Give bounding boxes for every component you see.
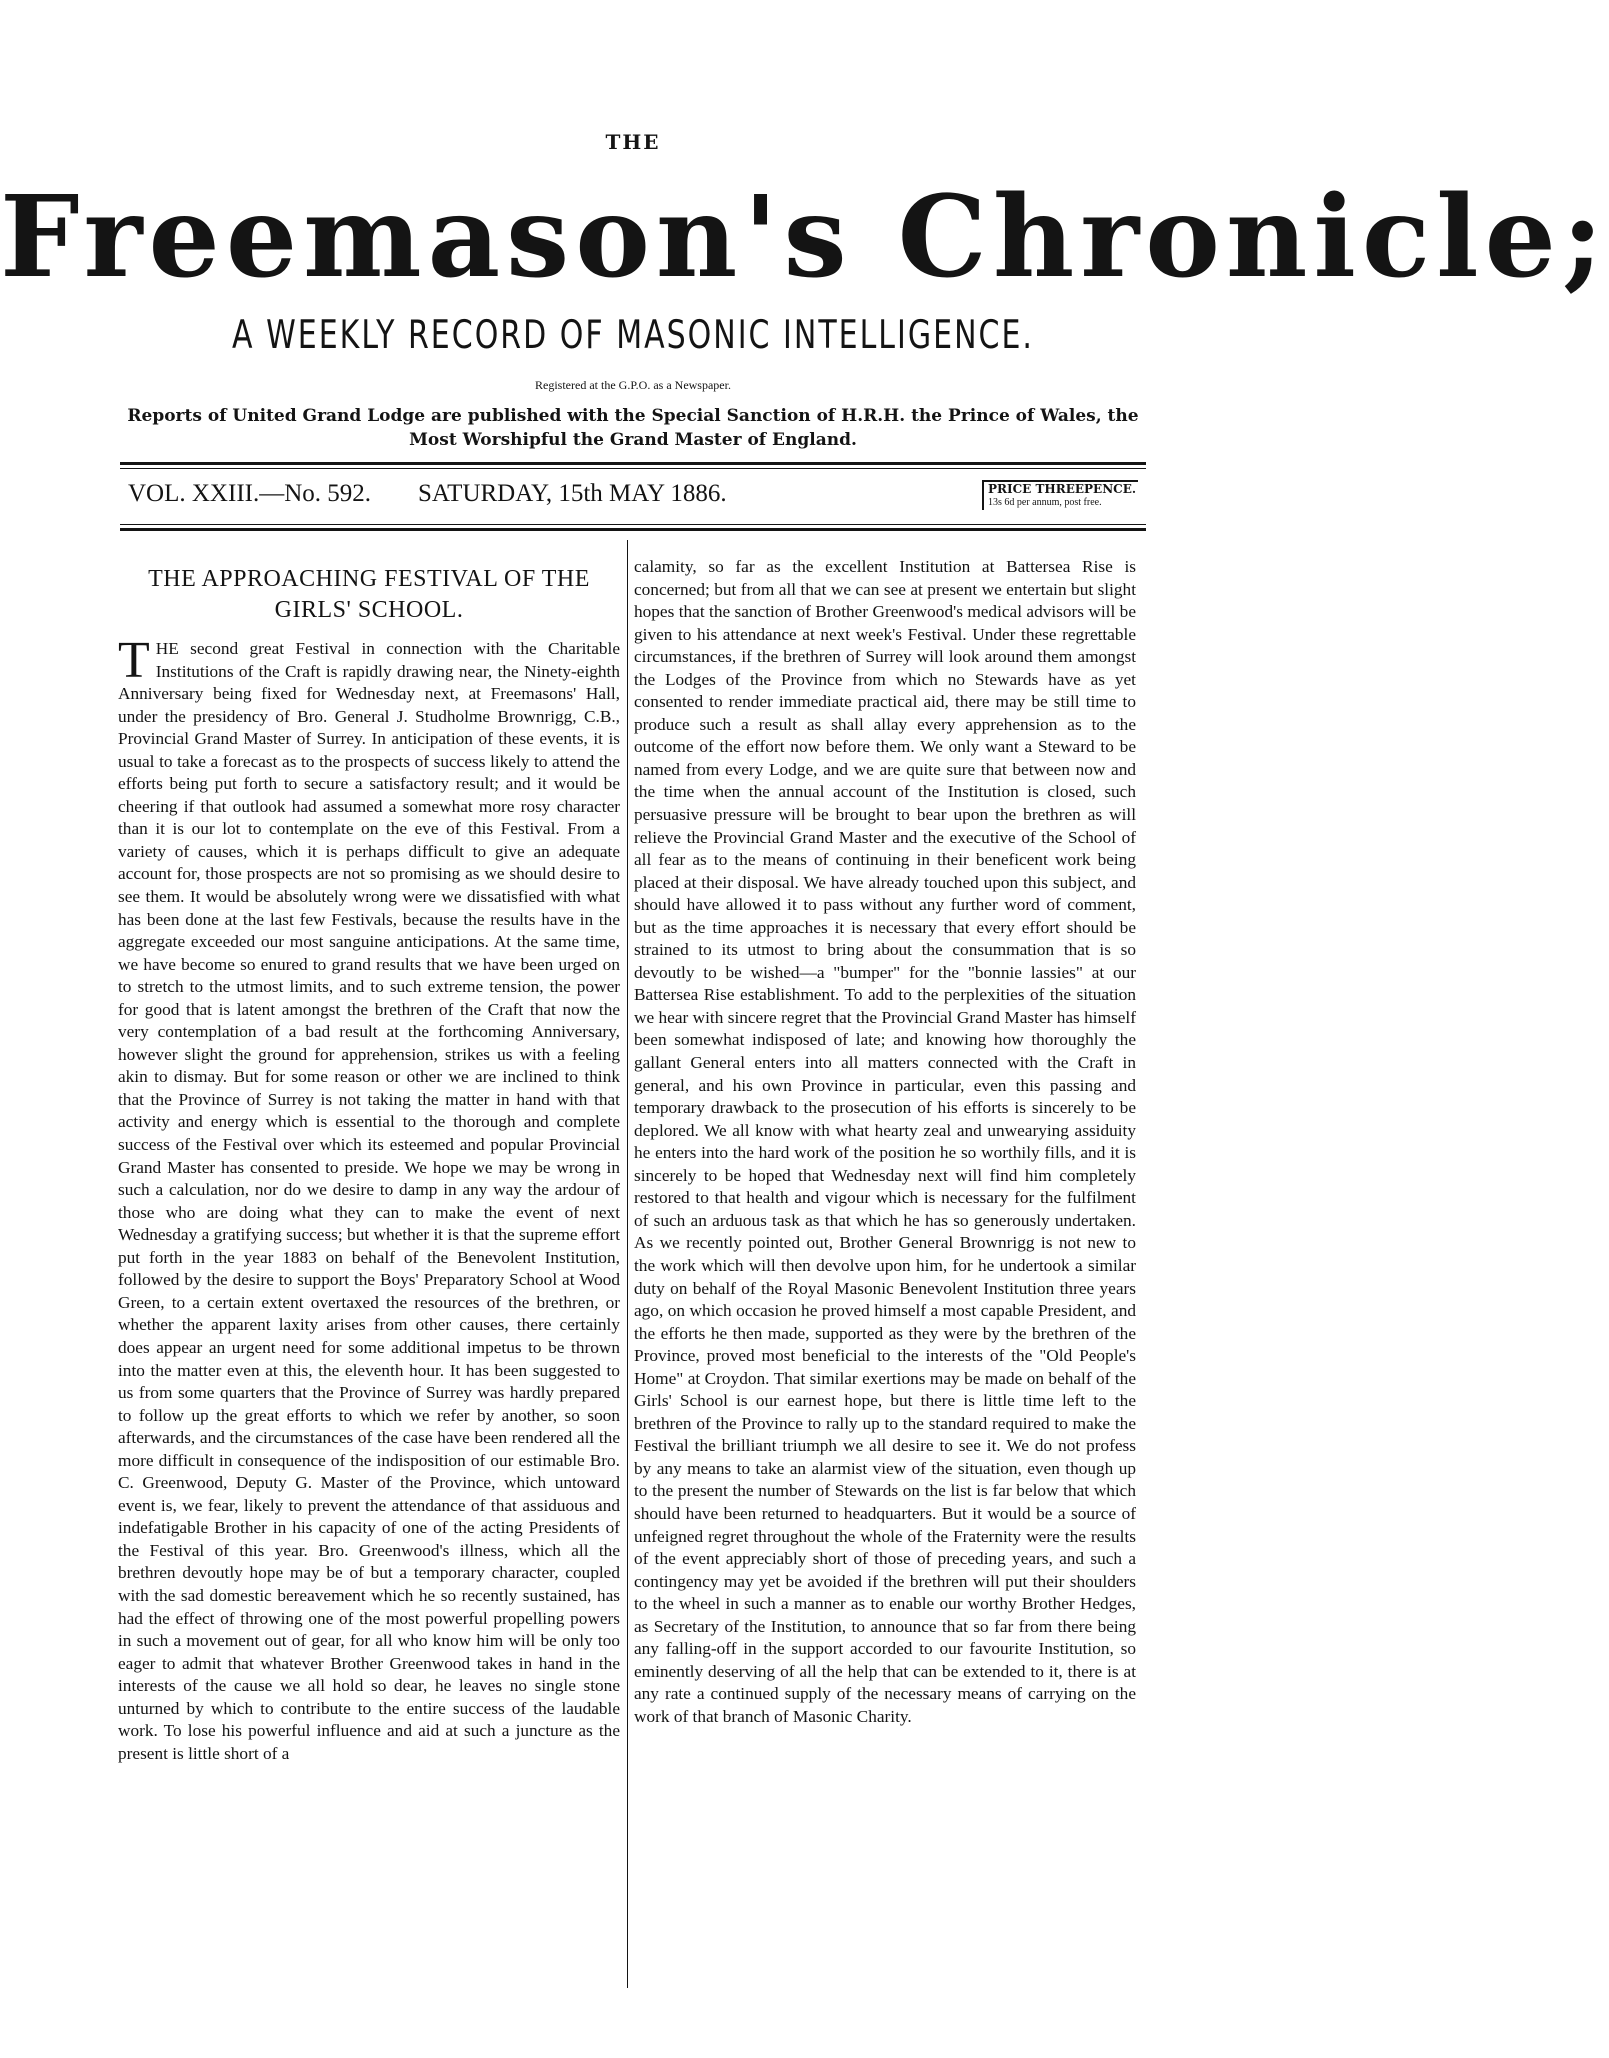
masthead-the: THE xyxy=(605,130,661,154)
masthead-title: Freemason's Chronicle; xyxy=(0,172,1609,303)
masthead-rule-thin xyxy=(120,468,1146,469)
dateline xyxy=(128,480,1138,516)
article-column-left xyxy=(118,556,620,1765)
subscription-rate: 13s 6d per annum, post free. xyxy=(988,497,1102,508)
sanction-notice: Reports of United Grand Lodge are published with the Special Sanction of H.R.H. the Prince of Wales, the Most Worshipful the Grand Master of England. xyxy=(127,406,1139,450)
volume-number: VOL. XXIII.—No. 592. xyxy=(128,480,372,507)
column-divider xyxy=(627,540,628,1988)
article-body-left xyxy=(118,632,620,1765)
price-box xyxy=(982,480,1138,510)
masthead-rule-thick xyxy=(120,462,1146,465)
issue-date: SATURDAY, 15th MAY 1886. xyxy=(418,480,727,507)
drop-cap: T xyxy=(118,632,150,689)
article-text-left: HE second great Festival in connection with the Charitable Institutions of the Craft is rapidly drawing near, the Ninety-eighth Anniversary being fixed for Wednesday next, at Freemasons' Hall, under the presidency of Bro. General J. Studholme Brownrigg, C.B., Provincial Grand Master of Surrey. In anticipation of these events, it is usual to take a forecast as to the prospects of success likely to attend the efforts being put forth to secure a satisfactory result; and it would be cheering if that outlook had assumed a somewhat more rosy character than it is our lot to contemplate on the eve of this Festival. From a variety of causes, which it is perhaps difficult to give an adequate account for, those prospects are not so promising as we should desire to see them. It would be absolutely wrong were we dissatisfied with what has been done at the last few Festivals, because the results have in the aggregate exceeded our most sanguine anticipations. At the same time, we have become so enured to grand results that we have been urged on to stretch to the utmost limits, and to such extreme tension, the power for good that is latent amongst the brethren of the Craft that now the very contemplation of a bad result at the forthcoming Anniversary, however slight the ground for apprehension, strikes us with a feeling akin to dismay. But for some reason or other we are inclined to think that the Province of Surrey is not taking the matter in hand with that activity and energy which is essential to the thorough and complete success of the Festival over which its esteemed and popular Provincial Grand Master has consented to preside. We hope we may be wrong in such a calculation, nor do we desire to damp in any way the ardour of those who are doing what they can to make the event of next Wednesday a gratifying success; but whether it is that the supreme effort put forth in the year 1883 on behalf of the Benevolent Institution, followed by the desire to support the Boys' Preparatory School at Wood Green, to a certain extent overtaxed the resources of the brethren, or whether the apparent laxity arises from other causes, there certainly does appear an urgent need for some additional impetus to be thrown into the matter even at this, the eleventh hour. It has been suggested to us from some quarters that the Province of Surrey was hardly prepared to follow up the great efforts to which we refer by another, so soon afterwards, and the circumstances of the case have been rendered all the more difficult in consequence of the indisposition of our estimable Bro. C. Greenwood, Deputy G. Master of the Province, which untoward event is, we fear, likely to prevent the attendance of that assiduous and indefatigable Brother in his capacity of one of the acting Presidents of the Festival of this year. Bro. Greenwood's illness, which all the brethren devoutly hope may be of but a temporary character, coupled with the sad domestic bereavement which he so recently sustained, has had the effect of throwing one of the most powerful propelling powers in such a movement out of gear, for all who know him will be only too eager to admit that whatever Brother Greenwood takes in hand in the interests of the cause we all hold so dear, he leaves no single stone unturned by which to contribute to the entire success of the laudable work. To lose his powerful influence and aid at such a juncture as the present is little short of a xyxy=(118,639,620,1763)
dateline-rule-thick xyxy=(120,528,1146,531)
masthead-subtitle: A WEEKLY RECORD OF MASONIC INTELLIGENCE. xyxy=(232,312,1034,359)
price: PRICE THREEPENCE. xyxy=(988,482,1137,496)
article-text-right: calamity, so far as the excellent Institution at Battersea Rise is concerned; but from all that we can see at present we entertain but slight hopes that the sanction of Brother Greenwood's medical advisors will be given to his attendance at next week's Festival. Under these regrettable circumstances, if the brethren of Surrey will look around them amongst the Lodges of the Province from which no Stewards have as yet consented to render immediate practical aid, there may be still time to produce such a result as shall allay every apprehension as to the outcome of the effort now before them. We only want a Steward to be named from every Lodge, and we are quite sure that between now and the time when the annual account of the Institution is closed, such persuasive pressure will be brought to bear upon the brethren as will relieve the Provincial Grand Master and the executive of the School of all fear as to the means of continuing in their beneficent work being placed at their disposal. We have already touched upon this subject, and should have allowed it to pass without any further word of comment, but as the time approaches it is necessary that every effort should be strained to its utmost to bring about the consummation that is so devoutly to be wished—a "bumper" for the "bonnie lassies" at our Battersea Rise establishment. To add to the perplexities of the situation we hear with sincere regret that the Provincial Grand Master has himself been somewhat indisposed of late; and knowing how thoroughly the gallant General enters into all matters connected with the Craft in general, and his own Province in particular, even this passing and temporary drawback to the prosecution of his efforts is sincerely to be deplored. We all know with what hearty zeal and unwearying assiduity he enters into the hard work of the position he so worthily fills, and it is sincerely to be hoped that Wednesday next will find him completely restored to that health and vigour which is necessary for the fulfilment of such an arduous task as that which he has so generously undertaken. As we recently pointed out, Brother General Brownrigg is not new to the work which will then devolve upon him, for he undertook a similar duty on behalf of the Royal Masonic Benevolent Institution three years ago, on which occasion he proved himself a most capable President, and the efforts he then made, supported as they were by the brethren of the Province, proved most beneficial to the interests of the "Old People's Home" at Croydon. That similar exertions may be made on behalf of the Girls' School is our earnest hope, but there is little time left to the brethren of the Province to rally up to the standard required to make the Festival the brilliant triumph we all desire to see it. We do not profess by any means to take an alarmist view of the situation, even though up to the present the number of Stewards on the list is far below that which should have been returned to headquarters. But it would be a source of unfeigned regret throughout the whole of the Fraternity were the results of the event appreciably short of those of preceding years, and such a contingency may yet be avoided if the brethren will put their shoulders to the wheel in such a manner as to enable our worthy Brother Hedges, as Secretary of the Institution, to announce that so far from there being any falling-off in the support accorded to our favourite Institution, so eminently deserving of all the help that can be extended to it, there is at any rate a continued supply of the necessary means of carrying on the work of that branch of Masonic Charity. xyxy=(634,557,1136,1726)
registered-notice: Registered at the G.P.O. as a Newspaper. xyxy=(535,378,731,392)
article-headline: THE APPROACHING FESTIVAL OF THE GIRLS' SCHOOL. xyxy=(148,566,590,623)
dateline-rule-thin xyxy=(120,524,1146,525)
article-column-right xyxy=(634,556,1136,1728)
